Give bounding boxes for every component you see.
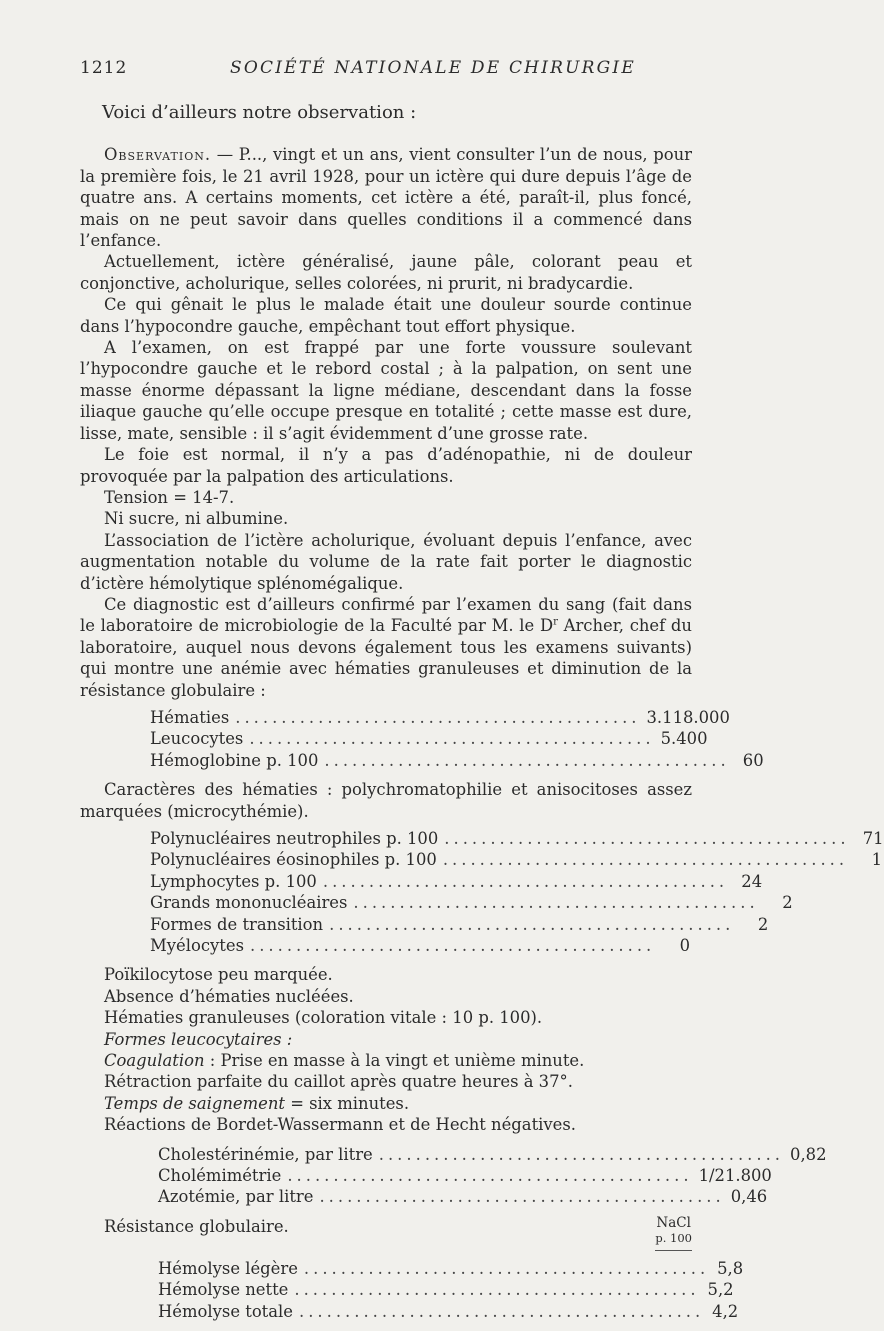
row-label: Myélocytes	[150, 935, 244, 955]
table-row	[158, 1258, 744, 1279]
row-value: 1	[871, 850, 883, 870]
table-row	[150, 871, 763, 892]
observation-paragraph-5: Le foie est normal, il n’y a pas d’adénopathie, ni de douleur provoquée par la palpation des articulations.	[80, 445, 692, 486]
table-row	[150, 849, 883, 870]
leader-dots: ............................................	[249, 729, 655, 749]
row-label: Hémolyse totale	[158, 1301, 293, 1321]
leader-dots: ............................................	[442, 850, 849, 870]
observation-text: — P..., vingt et un ans, vient consulter l’un de nous, pour la première fois, le 21 avril 1928, pour un ictère qui dure depuis l’âge de quatre ans. A certains moments, cet ictère a été, paraît-il, plus foncé, mais on ne peut savoir dans quelles conditions il a commencé dans l’enfance.	[80, 145, 692, 251]
table-row	[158, 1165, 772, 1186]
table-row	[158, 1301, 739, 1322]
text-span: Archer, chef du laboratoire, auquel nous devons également tous les examens suivants) qui montre une anémie avec hématies granuleuses et diminution de la résistance globulaire :	[80, 616, 692, 700]
leader-dots: ............................................	[324, 750, 730, 770]
leader-dots: ............................................	[235, 707, 641, 727]
finding-line	[80, 1093, 692, 1114]
row-label: Hématies	[150, 707, 230, 727]
row-label: Azotémie, par litre	[158, 1187, 314, 1207]
italic-label: Coagulation	[104, 1050, 205, 1070]
superscript: r	[553, 616, 558, 628]
table-row	[158, 1186, 768, 1207]
column-head-label: NaCl	[656, 1214, 691, 1231]
row-label: Hémoglobine p. 100	[150, 750, 319, 770]
text-span: : Prise en masse à la vingt et unième minute.	[204, 1050, 585, 1070]
resistance-column-head	[655, 1216, 692, 1254]
row-label: Polynucléaires neutrophiles p. 100	[150, 828, 439, 848]
blood-count-table	[150, 707, 764, 771]
row-label: Lymphocytes p. 100	[150, 871, 317, 891]
row-value: 24	[741, 871, 763, 891]
text-span: Ce diagnostic est d’ailleurs confirmé par l’examen du sang (fait dans le laboratoire de microbiologie de la Faculté par M. le D	[80, 594, 692, 636]
row-value: 5,8	[717, 1258, 744, 1278]
table-row	[150, 828, 884, 849]
leader-dots: ............................................	[319, 1187, 725, 1207]
observation-paragraph-3: Ce qui gênait le plus le malade était une douleur sourde continue dans l’hypocondre gauche, empêchant tout effort physique.	[80, 295, 692, 336]
leader-dots: ............................................	[378, 1144, 785, 1164]
row-label: Leucocytes	[150, 729, 244, 749]
findings-list	[80, 964, 692, 1135]
leader-dots: ............................................	[298, 1301, 705, 1321]
table-row	[150, 728, 708, 749]
observation-label: Observation.	[104, 145, 212, 165]
observation-paragraph-2: Actuellement, ictère généralisé, jaune pâle, colorant peau et conjonctive, acholurique, selles colorées, ni prurit, ni bradycardie.	[80, 252, 692, 293]
observation-paragraph-9	[80, 594, 692, 701]
observation-paragraph-8: L’association de l’ictère acholurique, évoluant depuis l’enfance, avec augmentation notable du volume de la rate fait porter le diagnostic d’ictère hémolytique splénomégalique.	[80, 530, 692, 593]
finding-line: Rétraction parfaite du caillot après quatre heures à 37°.	[104, 1072, 573, 1092]
leukocyte-formula-table	[150, 828, 884, 956]
resistance-table	[158, 1258, 744, 1322]
row-value: 71	[862, 828, 884, 848]
resistance-title: Résistance globulaire.	[104, 1216, 289, 1236]
row-label: Grands mononucléaires	[150, 893, 348, 913]
text-span: = six minutes.	[284, 1093, 410, 1113]
row-label: Hémolyse nette	[158, 1280, 289, 1300]
resistance-header	[80, 1216, 692, 1254]
chemistry-table	[158, 1144, 827, 1208]
row-label: Cholestérinémie, par litre	[158, 1144, 373, 1164]
row-label: Polynucléaires éosinophiles p. 100	[150, 850, 437, 870]
table-row	[158, 1144, 827, 1165]
row-value: 60	[742, 750, 764, 770]
finding-line: Formes leucocytaires :	[104, 1029, 293, 1049]
finding-line: Hématies granuleuses (coloration vitale : 10 p. 100).	[104, 1008, 543, 1028]
leader-dots: ............................................	[303, 1258, 710, 1278]
leader-dots: ............................................	[287, 1165, 693, 1185]
hematies-paragraph: Caractères des hématies : polychromatophilie et anisocitoses assez marquées (microcythémie).	[80, 780, 692, 821]
row-value: 3.118.000	[646, 707, 730, 727]
finding-line	[80, 1050, 692, 1071]
leader-dots: ............................................	[329, 914, 735, 934]
page-number: 1212	[80, 58, 128, 78]
italic-label: Temps de saignement	[104, 1093, 285, 1113]
row-value: 4,2	[712, 1301, 739, 1321]
leader-dots: ............................................	[353, 893, 759, 913]
observation-paragraph-6: Tension = 14-7.	[104, 487, 235, 507]
row-value: 1/21.800	[698, 1165, 772, 1185]
table-row	[150, 892, 793, 913]
row-label: Cholémimétrie	[158, 1165, 282, 1185]
journal-title: SOCIÉTÉ NATIONALE DE CHIRURGIE	[230, 58, 636, 78]
table-row	[158, 1279, 734, 1300]
row-label: Hémolyse légère	[158, 1258, 298, 1278]
finding-line: Réactions de Bordet-Wassermann et de Hecht négatives.	[104, 1115, 576, 1135]
observation-paragraph-1	[80, 144, 692, 251]
finding-line: Absence d’hématies nucléées.	[104, 986, 354, 1006]
table-row	[150, 914, 769, 935]
row-value: 2	[757, 914, 769, 934]
row-value: 0,46	[730, 1187, 768, 1207]
row-value: 0	[679, 935, 690, 955]
article-body	[80, 102, 884, 1330]
observation-paragraph-7: Ni sucre, ni albumine.	[104, 509, 289, 529]
finding-line: Poïkilocytose peu marquée.	[104, 965, 333, 985]
row-value: 0,82	[790, 1144, 827, 1164]
intro-line: Voici d’ailleurs notre observation :	[102, 102, 417, 123]
row-value: 2	[782, 893, 793, 913]
observation-paragraph-4: A l’examen, on est frappé par une forte voussure soulevant l’hypocondre gauche et le rebord costal ; à la palpation, on sent une masse énorme dépassant la ligne médiane, descendant dans la fosse iliaque gauche qu’elle occupe presque en totalité ; cette masse est dure, lisse, mate, sensible : il s’agit évidemment d’une grosse rate.	[80, 338, 692, 443]
table-row	[150, 750, 764, 771]
column-head-unit: p. 100	[655, 1231, 692, 1251]
leader-dots: ............................................	[250, 935, 656, 955]
row-value: 5,2	[707, 1280, 734, 1300]
table-row	[150, 707, 730, 728]
row-value: 5.400	[660, 729, 708, 749]
row-label: Formes de transition	[150, 914, 324, 934]
leader-dots: ............................................	[444, 828, 850, 848]
leader-dots: ............................................	[294, 1280, 700, 1300]
leader-dots: ............................................	[322, 871, 729, 891]
table-row	[150, 935, 690, 956]
